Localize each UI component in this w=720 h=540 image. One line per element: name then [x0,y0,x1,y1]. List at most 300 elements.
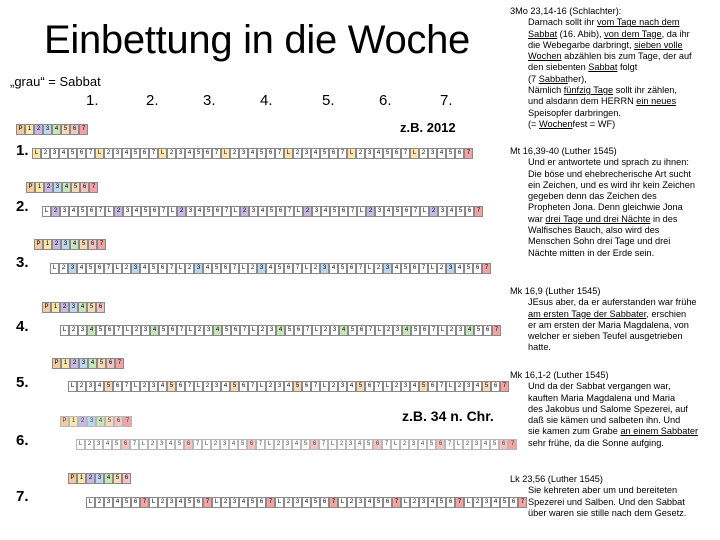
row-7-week-strip [86,497,527,508]
day-cell: 5 [149,263,158,274]
day-cell: 5 [159,325,168,336]
day-cell: 2 [455,381,464,392]
header-cell: 3 [53,182,62,193]
day-cell: 5 [78,206,87,217]
day-cell: 2 [384,325,393,336]
day-cell: 3 [176,148,185,159]
verse-reference: Mk 16,9 (Luther 1545) [510,286,601,296]
day-cell: 5 [141,206,150,217]
row-6-week-strip [76,439,517,450]
day-cell: 5 [456,206,465,217]
verse-line: ein Zeichen, und es wird ihr kein Zeichen [528,179,695,190]
day-cell: 6 [77,148,86,159]
verse-line: Walfisches Bauch, also wird des [528,225,660,236]
day-cell: 4 [384,206,393,217]
header-cell: P [26,182,35,193]
day-cell: 5 [446,148,455,159]
verse-reference: Mk 16,1-2 (Luther 1545) [510,370,609,380]
day-cell: L [139,439,148,450]
day-cell: 6 [373,439,382,450]
day-cell: 7 [518,497,527,508]
verse-line: sehr frühe, da die Sonne aufging. [528,437,664,448]
day-cell: 5 [464,263,473,274]
day-cell: 6 [231,325,240,336]
day-cell: 3 [456,325,465,336]
header-cell: P [68,473,77,484]
day-cell: 5 [104,381,113,392]
day-cell: 5 [383,148,392,159]
day-cell: 7 [266,497,275,508]
day-cell: L [76,439,85,450]
row-label-2: 2. [16,198,29,215]
day-cell: 4 [77,263,86,274]
day-cell: 2 [41,148,50,159]
day-cell: 6 [365,381,374,392]
day-cell: 6 [420,325,429,336]
day-cell: 2 [447,325,456,336]
day-cell: 6 [95,263,104,274]
day-cell: 4 [374,148,383,159]
day-cell: 3 [472,439,481,450]
header-cell: 6 [88,239,97,250]
day-cell: 7 [482,263,491,274]
day-cell: 3 [141,325,150,336]
day-cell: 4 [311,148,320,159]
row-1-week-strip [32,148,473,159]
day-cell: 2 [473,497,482,508]
day-cell: 7 [401,148,410,159]
day-cell: 7 [437,381,446,392]
day-cell: 3 [302,148,311,159]
verse-line: und alsdann dem HERRN ein neues [528,96,677,107]
day-cell: 2 [429,206,438,217]
day-cell: 3 [482,497,491,508]
day-cell: 7 [185,381,194,392]
header-cell: 7 [97,239,106,250]
day-cell: 2 [437,263,446,274]
day-cell: 4 [158,381,167,392]
day-cell: 4 [87,325,96,336]
day-cell: 3 [375,206,384,217]
header-cell: 5 [79,239,88,250]
day-cell: 4 [355,439,364,450]
day-cell: L [375,325,384,336]
day-cell: 2 [337,439,346,450]
day-cell: 3 [257,263,266,274]
verse-line: hatte. [528,342,551,353]
day-cell: 4 [491,497,500,508]
verse-line: Nämlich fünfzig Tage sollt ihr zählen, [528,85,677,96]
day-cell: 3 [338,381,347,392]
day-cell: 5 [68,148,77,159]
day-cell: L [347,148,356,159]
day-cell: 4 [329,263,338,274]
day-cell: 2 [230,148,239,159]
day-cell: 3 [94,439,103,450]
day-cell: 5 [482,381,491,392]
header-cell: 3 [87,416,96,427]
header-cell: 2 [34,124,43,135]
day-cell: L [176,263,185,274]
verse-block [510,146,695,259]
header-cell: 1 [61,358,70,369]
day-cell: 2 [266,381,275,392]
day-cell: 5 [285,325,294,336]
day-cell: 2 [177,206,186,217]
day-cell: 5 [374,497,383,508]
day-cell: 6 [131,497,140,508]
day-cell: 4 [221,381,230,392]
day-cell: 7 [140,497,149,508]
day-cell: 2 [248,263,257,274]
day-cell: 6 [113,381,122,392]
day-cell: 3 [230,497,239,508]
day-cell: 6 [105,325,114,336]
header-cell: 7 [115,358,124,369]
day-cell: 2 [59,263,68,274]
verse-line: daß sie kämen und salbeten ihn. Und [528,415,681,426]
day-cell: 4 [302,497,311,508]
day-cell: L [420,206,429,217]
verse-line: JEsus aber, da er auferstanden war frühe [528,297,697,308]
day-cell: 2 [85,439,94,450]
row-label-7: 7. [16,488,29,505]
header-cell: 4 [88,358,97,369]
day-cell: 5 [401,263,410,274]
day-cell: L [123,325,132,336]
day-cell: 6 [257,497,266,508]
verse-line: gegeben denn das Zeichen des [528,191,657,202]
day-cell: 5 [419,381,428,392]
day-cell: 7 [240,325,249,336]
day-cell: 4 [69,206,78,217]
day-cell: L [357,206,366,217]
day-cell: 5 [248,497,257,508]
example-2012-label: z.B. 2012 [400,120,456,135]
day-cell: 5 [96,325,105,336]
header-cell: 5 [61,124,70,135]
header-cell: P [60,416,69,427]
day-cell: 3 [249,206,258,217]
day-cell: 7 [419,263,428,274]
header-cell: 6 [96,302,105,313]
day-cell: L [186,325,195,336]
day-cell: 6 [320,497,329,508]
day-cell: L [302,263,311,274]
day-cell: 3 [104,497,113,508]
day-cell: 7 [311,381,320,392]
day-cell: L [194,381,203,392]
day-cell: 6 [357,325,366,336]
verse-line: Und da der Sabbat vergangen war, [528,381,671,392]
verse-line: kauften Maria Magdalena und Maria [528,392,676,403]
day-cell: 4 [347,381,356,392]
day-cell: 5 [427,439,436,450]
day-cell: 3 [428,148,437,159]
day-cell: 6 [150,206,159,217]
row-3-week-strip [50,263,491,274]
row-1-header-strip [16,124,88,135]
verse-line: Nächte mitten in der Erde sein. [528,247,655,258]
day-cell: L [391,439,400,450]
verse-reference: Lk 23,56 (Luther 1545) [510,474,603,484]
day-cell: 3 [419,497,428,508]
day-cell: 3 [312,206,321,217]
day-cell: 5 [411,325,420,336]
day-cell: 3 [167,497,176,508]
day-cell: 2 [132,325,141,336]
header-cell: 4 [52,124,61,135]
header-cell: 2 [44,182,53,193]
verse-line: Spezerei und Salben. Und den Sabbat [528,496,685,507]
day-cell: 6 [284,263,293,274]
verse-line: Sabbat (16. Abib), von dem Tage, da ihr [528,28,690,39]
header-cell: 5 [71,182,80,193]
row-5-header-strip [52,358,124,369]
day-cell: 6 [483,325,492,336]
header-cell: 7 [79,124,88,135]
column-header-6: 6. [379,92,392,109]
day-cell: 6 [339,206,348,217]
day-cell: L [320,381,329,392]
header-cell: 7 [123,416,132,427]
day-cell: 4 [150,325,159,336]
day-cell: 4 [195,206,204,217]
day-cell: 3 [60,206,69,217]
day-cell: 5 [293,381,302,392]
day-cell: L [239,263,248,274]
header-cell: 7 [89,182,98,193]
day-cell: 7 [356,263,365,274]
day-cell: 7 [212,148,221,159]
day-cell: 2 [95,497,104,508]
day-cell: 4 [437,148,446,159]
row-5-week-strip [68,381,509,392]
day-cell: 2 [122,263,131,274]
day-cell: 7 [248,381,257,392]
day-cell: 6 [168,325,177,336]
day-cell: L [212,497,221,508]
day-cell: 7 [285,206,294,217]
header-cell: 4 [104,473,113,484]
day-cell: 7 [96,206,105,217]
day-cell: 4 [229,439,238,450]
day-cell: 4 [339,325,348,336]
day-cell: 6 [176,381,185,392]
day-cell: 7 [203,497,212,508]
day-cell: 7 [130,439,139,450]
day-cell: 4 [465,325,474,336]
day-cell: 4 [122,148,131,159]
header-cell: 5 [113,473,122,484]
header-cell: 6 [122,473,131,484]
day-cell: 7 [374,381,383,392]
example-34-ad-label: z.B. 34 n. Chr. [402,408,494,424]
day-cell: 3 [267,325,276,336]
day-cell: 5 [175,439,184,450]
day-cell: 3 [446,263,455,274]
day-cell: 6 [276,206,285,217]
day-cell: 2 [148,439,157,450]
header-cell: 2 [78,416,87,427]
day-cell: L [428,263,437,274]
day-cell: 5 [393,206,402,217]
column-header-1: 1. [86,92,99,109]
day-cell: 3 [194,263,203,274]
day-cell: 6 [266,148,275,159]
slide-title: Einbettung in die Woche [44,18,470,62]
header-cell: P [16,124,25,135]
day-cell: 5 [267,206,276,217]
day-cell: 7 [366,325,375,336]
verse-line: am ersten Tage der Sabbater, erschien [528,308,687,319]
verse-line: war drei Tage und drei Nächte in des [528,213,678,224]
day-cell: 3 [409,439,418,450]
day-cell: 6 [499,439,508,450]
day-cell: 2 [374,263,383,274]
column-header-2: 2. [146,92,159,109]
day-cell: 2 [114,206,123,217]
day-cell: 6 [294,325,303,336]
day-cell: 6 [158,263,167,274]
day-cell: L [446,381,455,392]
day-cell: 4 [266,263,275,274]
day-cell: 3 [356,497,365,508]
day-cell: 3 [113,148,122,159]
day-cell: 3 [293,497,302,508]
day-cell: L [131,381,140,392]
day-cell: 7 [329,497,338,508]
day-cell: 6 [329,148,338,159]
grau-legend-note: „grau“ = Sabbat [10,74,101,89]
day-cell: 6 [410,263,419,274]
header-cell: 2 [52,239,61,250]
verse-line: sie kamen zum Grabe an einem Sabbater [528,426,699,437]
day-cell: L [464,497,473,508]
day-cell: 7 [429,325,438,336]
day-cell: 2 [392,381,401,392]
day-cell: L [401,497,410,508]
day-cell: 4 [365,497,374,508]
day-cell: 2 [51,206,60,217]
day-cell: L [338,497,347,508]
day-cell: 3 [239,148,248,159]
header-cell: 1 [43,239,52,250]
day-cell: 5 [275,263,284,274]
verse-line: des Jakobus und Salome Spezerei, auf [528,403,688,414]
day-cell: 3 [275,381,284,392]
day-cell: L [202,439,211,450]
header-cell: 3 [95,473,104,484]
day-cell: 4 [203,263,212,274]
day-cell: 5 [167,381,176,392]
row-6-header-strip [60,416,132,427]
verse-line: (7 Sabbather), [528,73,587,84]
verse-line: Und er antwortete und sprach zu ihnen: [528,157,689,168]
day-cell: 4 [321,206,330,217]
day-cell: L [275,497,284,508]
day-cell: 2 [185,263,194,274]
day-cell: 4 [103,439,112,450]
verse-line: Wochen abzählen bis zum Tage, der auf [528,51,692,62]
day-cell: L [86,497,95,508]
day-cell: 7 [159,206,168,217]
day-cell: 2 [77,381,86,392]
day-cell: 6 [428,381,437,392]
day-cell: 4 [455,263,464,274]
day-cell: 6 [302,381,311,392]
day-cell: 3 [204,325,213,336]
header-cell: P [42,302,51,313]
verse-line: Die böse und ehebrecherische Art sucht [528,168,691,179]
day-cell: 5 [348,325,357,336]
header-cell: P [52,358,61,369]
day-cell: 7 [348,206,357,217]
column-header-7: 7. [440,92,453,109]
day-cell: 6 [446,497,455,508]
day-cell: L [410,148,419,159]
day-cell: L [249,325,258,336]
verse-line: welcher er sieben Teufel ausgetrieben [528,331,683,342]
day-cell: 7 [256,439,265,450]
verse-block [510,474,686,519]
verse-line: Speisopfer darbringen. [528,107,621,118]
day-cell: L [257,381,266,392]
day-cell: 6 [392,148,401,159]
day-cell: 2 [167,148,176,159]
day-cell: 3 [365,148,374,159]
verse-block [510,6,692,130]
row-2-week-strip [42,206,483,217]
verse-block [510,286,697,354]
day-cell: 2 [211,439,220,450]
verse-line: die Webegarbe darbringt, sieben volle [528,39,683,50]
day-cell: 4 [166,439,175,450]
day-cell: 7 [86,148,95,159]
day-cell: 6 [247,439,256,450]
day-cell: 5 [112,439,121,450]
day-cell: 7 [492,325,501,336]
day-cell: 2 [366,206,375,217]
day-cell: 6 [491,381,500,392]
day-cell: L [284,148,293,159]
day-cell: 6 [203,148,212,159]
day-cell: 4 [481,439,490,450]
day-cell: L [454,439,463,450]
day-cell: 2 [158,497,167,508]
day-cell: L [50,263,59,274]
header-cell: 4 [96,416,105,427]
day-cell: 3 [464,381,473,392]
verse-reference: Mt 16,39-40 (Luther 1545) [510,146,617,156]
day-cell: 4 [410,381,419,392]
header-cell: 6 [70,124,79,135]
day-cell: 6 [383,497,392,508]
day-cell: 7 [193,439,202,450]
day-cell: L [95,148,104,159]
day-cell: 4 [113,497,122,508]
day-cell: 6 [436,439,445,450]
day-cell: 5 [490,439,499,450]
day-cell: 5 [222,325,231,336]
day-cell: 7 [474,206,483,217]
day-cell: L [32,148,41,159]
day-cell: L [265,439,274,450]
header-cell: 1 [77,473,86,484]
day-cell: 6 [121,439,130,450]
day-cell: 2 [240,206,249,217]
day-cell: 2 [410,497,419,508]
